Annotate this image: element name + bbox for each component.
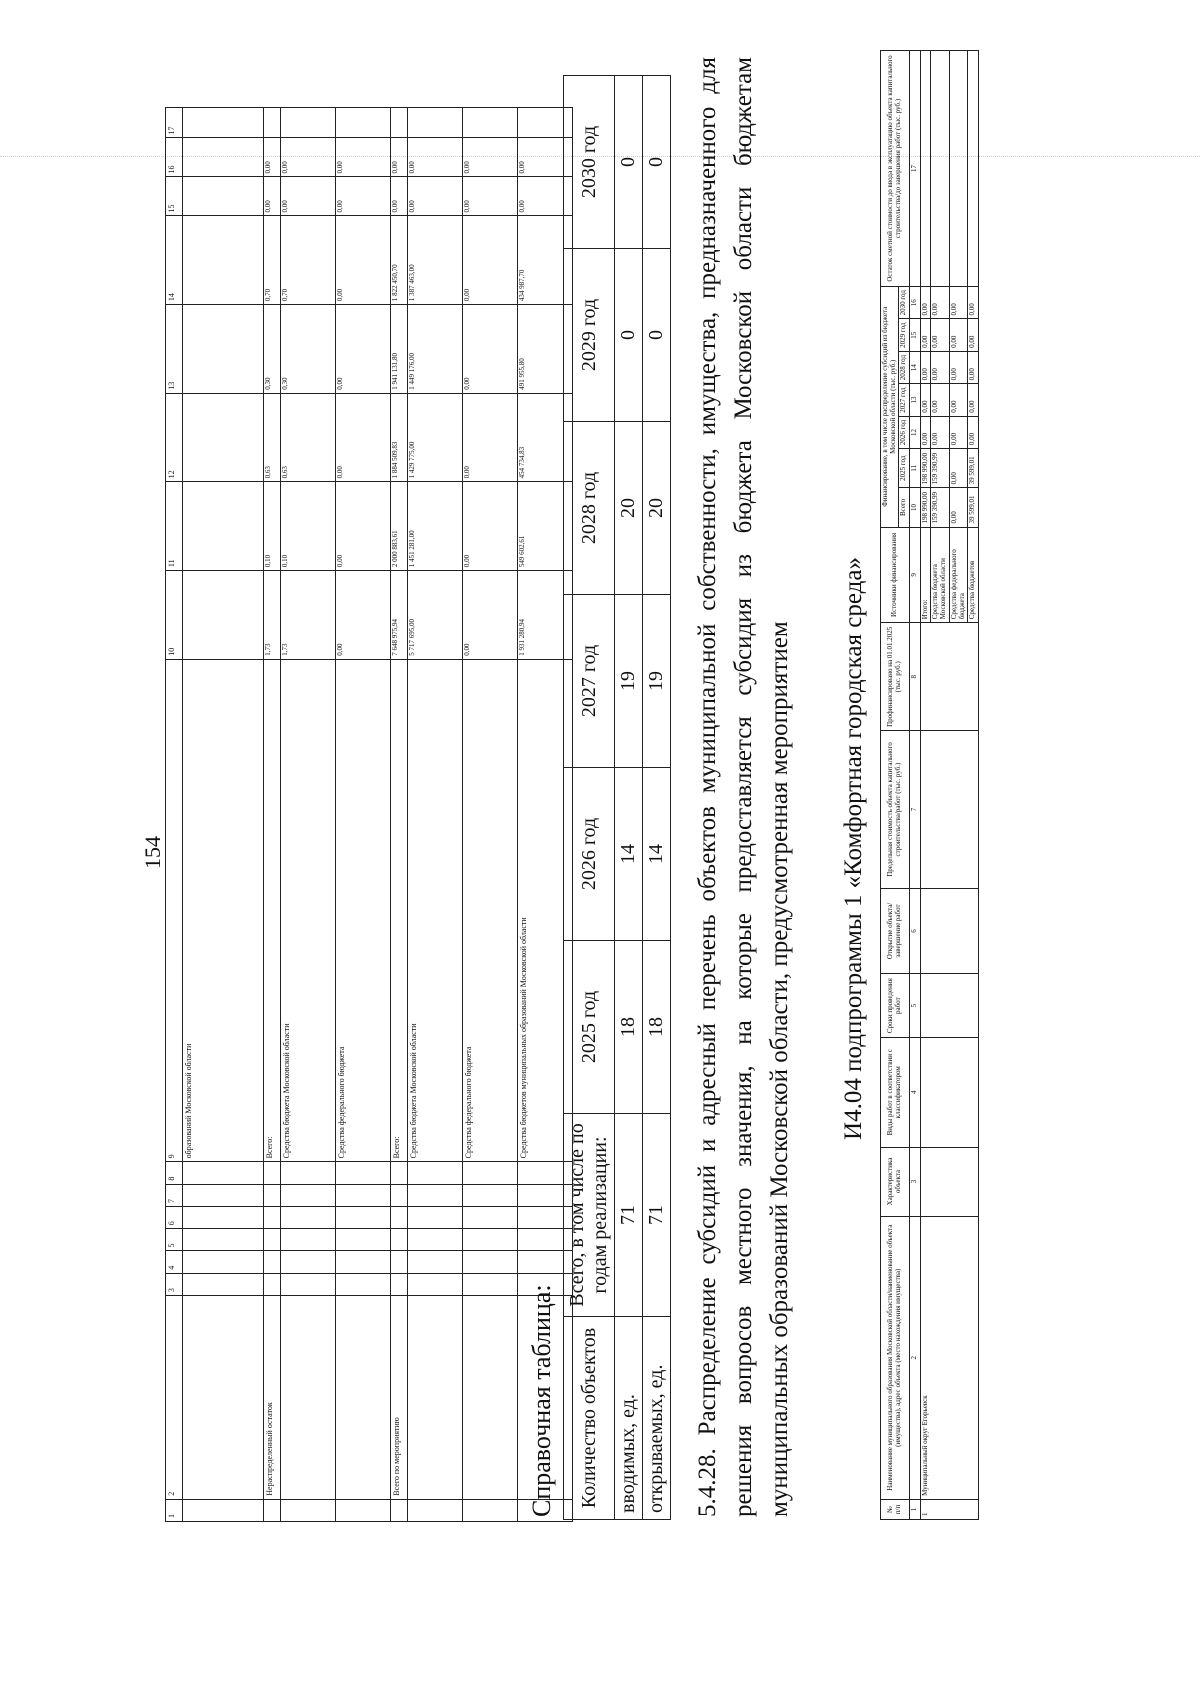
empty-cell <box>183 1273 264 1295</box>
column-number: 6 <box>910 888 921 974</box>
value-cell: 0,00 <box>968 416 979 448</box>
value-cell: 39 599,01 <box>968 449 979 488</box>
remainder-cell <box>968 51 979 287</box>
value-cell: 0,00 <box>336 177 391 216</box>
funding-source-cell: Средства федерального бюджета <box>336 659 391 1162</box>
year-header-cell: 2028 год <box>899 351 910 383</box>
empty-cell <box>336 1184 391 1206</box>
column-number: 15 <box>166 177 183 216</box>
value-cell: 0,00 <box>264 138 281 177</box>
value-cell: 0,00 <box>336 571 391 660</box>
year-header-cell: 2025 год <box>899 449 910 488</box>
empty-cell <box>463 1273 518 1295</box>
value-cell: 0,00 <box>931 384 949 416</box>
empty-cell <box>408 1206 463 1228</box>
year-header-cell: Всего <box>899 488 910 527</box>
value-cell: 1,73 <box>264 571 281 660</box>
empty-cell <box>920 1038 978 1148</box>
empty-cell <box>264 1206 281 1228</box>
value-cell: 0,00 <box>336 216 391 305</box>
reference-value: 14 <box>615 768 643 941</box>
empty-cell <box>281 1251 336 1273</box>
value-cell: 159 390,99 <box>931 488 949 527</box>
column-number: 15 <box>910 319 921 351</box>
empty-header-cell: Источники финансирования <box>881 527 910 623</box>
column-number: 3 <box>910 1147 921 1216</box>
remainder-cell <box>920 51 931 287</box>
value-cell: 1,73 <box>281 571 336 660</box>
reference-header-cell: 2026 год <box>564 768 615 941</box>
column-number: 6 <box>166 1206 183 1228</box>
empty-header-cell: Сроки проведения работ <box>881 974 910 1038</box>
value-cell: 0,00 <box>264 177 281 216</box>
value-cell: 1 449 176,00 <box>408 305 463 394</box>
remainder-cell <box>391 108 408 139</box>
value-cell: 0,00 <box>463 305 518 394</box>
reference-value: 0 <box>643 249 671 422</box>
column-number: 2 <box>910 1216 921 1499</box>
empty-header-cell: Виды работ в соответствии с классификатором <box>881 1038 910 1148</box>
empty-cell <box>183 1229 264 1251</box>
value-cell: 1 429 775,00 <box>408 393 463 482</box>
value-cell: 491 955,80 <box>518 305 573 394</box>
value-cell: 1 387 463,00 <box>408 216 463 305</box>
empty-cell <box>920 731 978 888</box>
empty-cell <box>336 1162 391 1184</box>
table-row <box>463 108 518 1522</box>
column-number: 14 <box>910 351 921 383</box>
remainder-cell <box>949 51 967 287</box>
funding-source-cell: образований Московской области <box>183 659 264 1162</box>
value-cell: 0,00 <box>281 177 336 216</box>
value-cell: 5 717 695,00 <box>408 571 463 660</box>
funding-source-cell: Всего: <box>264 659 281 1162</box>
remainder-cell <box>463 108 518 139</box>
value-cell: 0,00 <box>463 216 518 305</box>
reference-value: 20 <box>615 422 643 595</box>
column-number: 16 <box>166 138 183 177</box>
column-number: 4 <box>910 1038 921 1148</box>
empty-cell <box>281 1273 336 1295</box>
empty-cell <box>183 1184 264 1206</box>
empty-header-cell: Открытие объекта/ завершение работ <box>881 888 910 974</box>
empty-cell <box>408 1273 463 1295</box>
column-number: 5 <box>910 974 921 1038</box>
remainder-cell <box>281 108 336 139</box>
value-cell: 0,00 <box>920 351 931 383</box>
column-number: 3 <box>166 1273 183 1295</box>
funding-source-cell: Всего: <box>391 659 408 1162</box>
empty-header-cell: Характеристика объекта <box>881 1147 910 1216</box>
row-label-cell: Всего по мероприятию <box>391 1296 408 1500</box>
value-cell: 1 451 281,00 <box>408 482 463 571</box>
value-cell: 0,00 <box>949 449 967 488</box>
row-number-cell <box>264 1499 281 1521</box>
value-cell: 0,00 <box>518 138 573 177</box>
reference-header-cell: 2027 год <box>564 595 615 768</box>
value-cell: 0,00 <box>463 138 518 177</box>
column-number: 2 <box>166 1296 183 1500</box>
value-cell: 0,00 <box>281 138 336 177</box>
group-header-row <box>881 51 899 1520</box>
empty-header-cell: Предельная стоимость объекта капитального строительства/работ (тыс. руб.) <box>881 731 910 888</box>
value-cell: 549 602,61 <box>518 482 573 571</box>
value-cell: 0,00 <box>949 416 967 448</box>
row-number-cell <box>336 1499 391 1521</box>
page-number: 154 <box>140 836 165 869</box>
row-label-cell <box>281 1296 336 1500</box>
remainder-cell <box>336 108 391 139</box>
reference-value: 71 <box>643 1114 671 1317</box>
remainder-cell <box>408 108 463 139</box>
value-cell: 0,00 <box>920 416 931 448</box>
empty-cell <box>408 1184 463 1206</box>
value-cell: 1 822 450,70 <box>391 216 408 305</box>
value-cell: 0,63 <box>281 393 336 482</box>
table-row <box>183 108 264 1522</box>
year-header-cell: 2029 год <box>899 319 910 351</box>
column-number: 5 <box>166 1229 183 1251</box>
empty-cell <box>463 1184 518 1206</box>
reference-value: 18 <box>643 941 671 1114</box>
row-label-cell <box>336 1296 391 1500</box>
value-cell: 0,00 <box>408 138 463 177</box>
value-cell <box>183 177 264 216</box>
reference-value: 0 <box>615 76 643 249</box>
value-cell: 0,00 <box>949 488 967 527</box>
column-number: 4 <box>166 1251 183 1273</box>
value-cell: 198 990,00 <box>920 488 931 527</box>
remainder-cell <box>931 51 949 287</box>
empty-cell <box>391 1251 408 1273</box>
section-heading-paragraph: 5.4.28. Распределение субсидий и адресный перечень объектов муниципальной собственности, имущества, предназначенного для решения вопросов местного значения, на которые предоставляется субсидия из бюджета Московской области бюджетам муниципальных образований Московской области, предусмотренная мероприятием <box>694 57 793 1517</box>
row-label-cell <box>408 1296 463 1500</box>
funding-source-cell: Средства бюджетов <box>968 527 979 623</box>
empty-cell <box>463 1162 518 1184</box>
value-cell: 1 941 131,80 <box>391 305 408 394</box>
reference-table-caption: Справочная таблица: <box>527 1284 556 1517</box>
year-header-cell: 2027 год <box>899 384 910 416</box>
value-cell: 0,00 <box>968 287 979 319</box>
funding-source-cell: Средства федерального бюджета <box>463 659 518 1162</box>
financing-group-header: Финансирование, в том числе распределение субсидий из бюджета Московской области (тыс. руб.) <box>881 287 899 528</box>
column-number: 11 <box>166 482 183 571</box>
table-row <box>281 108 336 1522</box>
empty-cell <box>463 1206 518 1228</box>
year-header-cell: 2030 год <box>899 287 910 319</box>
value-cell: 198 990,00 <box>920 449 931 488</box>
row-number-cell <box>281 1499 336 1521</box>
value-cell: 0,00 <box>968 384 979 416</box>
value-cell: 0,00 <box>391 177 408 216</box>
empty-cell <box>183 1162 264 1184</box>
value-cell <box>183 571 264 660</box>
column-number: 13 <box>166 305 183 394</box>
remainder-header-cell: Остаток сметной стоимости до ввода в эксплуатацию объекта капитального строительства/до завершения работ (тыс. руб.) <box>881 51 910 287</box>
table-row <box>391 108 408 1522</box>
value-cell: 0,00 <box>336 305 391 394</box>
year-header-cell: 2026 год <box>899 416 910 448</box>
value-cell: 0,00 <box>463 177 518 216</box>
empty-cell <box>281 1184 336 1206</box>
empty-cell <box>264 1184 281 1206</box>
value-cell: 0,30 <box>281 305 336 394</box>
column-number-row <box>910 51 921 1520</box>
table-row <box>408 108 463 1522</box>
table-row <box>336 108 391 1522</box>
table-row <box>920 51 931 1520</box>
empty-cell <box>264 1273 281 1295</box>
municipality-cell: Муниципальный округ Егорьевск <box>920 1216 978 1499</box>
bottom-object-table <box>880 50 979 1520</box>
row-number-cell: 1 <box>920 1499 978 1519</box>
empty-cell <box>264 1162 281 1184</box>
value-cell: 0,00 <box>463 571 518 660</box>
empty-cell <box>408 1251 463 1273</box>
empty-cell <box>264 1251 281 1273</box>
reference-row <box>615 76 643 1520</box>
empty-cell <box>391 1184 408 1206</box>
empty-cell <box>391 1273 408 1295</box>
reference-value: 14 <box>643 768 671 941</box>
column-number: 16 <box>910 287 921 319</box>
empty-cell <box>391 1162 408 1184</box>
value-cell <box>183 482 264 571</box>
reference-value: 18 <box>615 941 643 1114</box>
column-number: 10 <box>910 488 921 527</box>
column-number: 13 <box>910 384 921 416</box>
section-subtitle: И4.04 подпрограммы 1 «Комфортная городская среда» <box>840 557 867 1140</box>
value-cell <box>183 393 264 482</box>
row-number-cell <box>391 1499 408 1521</box>
row-label-cell: Нераспределенный остаток <box>264 1296 281 1500</box>
reference-header-cell: 2030 год <box>564 76 615 249</box>
empty-cell <box>408 1229 463 1251</box>
value-cell: 0,00 <box>920 384 931 416</box>
empty-cell <box>920 974 978 1038</box>
empty-cell <box>281 1229 336 1251</box>
reference-value: 19 <box>643 595 671 768</box>
value-cell <box>183 305 264 394</box>
empty-cell <box>336 1273 391 1295</box>
empty-cell <box>463 1251 518 1273</box>
value-cell: 0,10 <box>264 482 281 571</box>
value-cell: 0,00 <box>931 416 949 448</box>
value-cell: 0,00 <box>931 351 949 383</box>
column-number: 8 <box>910 623 921 731</box>
empty-cell <box>281 1162 336 1184</box>
column-number: 1 <box>910 1499 921 1519</box>
empty-cell <box>336 1229 391 1251</box>
empty-cell <box>920 623 978 731</box>
remainder-cell <box>264 108 281 139</box>
value-cell: 0,30 <box>264 305 281 394</box>
column-number: 8 <box>166 1162 183 1184</box>
row-label-cell <box>183 1296 264 1500</box>
column-number-row <box>166 108 183 1522</box>
value-cell: 7 648 975,94 <box>391 571 408 660</box>
value-cell: 0,00 <box>949 319 967 351</box>
value-cell: 454 734,83 <box>518 393 573 482</box>
value-cell: 0,00 <box>463 393 518 482</box>
value-cell: 0,00 <box>968 319 979 351</box>
funding-source-cell: Средства бюджетов муниципальных образований Московской области <box>518 659 573 1162</box>
value-cell: 0,70 <box>281 216 336 305</box>
value-cell: 0,10 <box>281 482 336 571</box>
reference-value: 19 <box>615 595 643 768</box>
reference-value: 20 <box>643 422 671 595</box>
top-finance-table <box>165 107 573 1522</box>
value-cell: 0,00 <box>408 177 463 216</box>
empty-cell <box>183 1251 264 1273</box>
value-cell: 0,00 <box>391 138 408 177</box>
empty-cell <box>281 1206 336 1228</box>
reference-value: 0 <box>643 76 671 249</box>
reference-header-cell: Количество объектов <box>564 1317 615 1520</box>
column-number: 9 <box>166 659 183 1162</box>
funding-source-cell: Средства бюджета Московской области <box>931 527 949 623</box>
column-number: 12 <box>910 416 921 448</box>
empty-cell <box>391 1229 408 1251</box>
remainder-cell <box>183 108 264 139</box>
empty-header-cell: Наименование муниципального образования Московской области/наименование объекта (имущества), адрес объекта (место нахождения имущества) <box>881 1216 910 1499</box>
empty-cell <box>408 1162 463 1184</box>
empty-cell <box>336 1206 391 1228</box>
row-label-cell <box>463 1296 518 1500</box>
value-cell: 0,63 <box>264 393 281 482</box>
row-number-cell <box>463 1499 518 1521</box>
value-cell: 0,00 <box>931 287 949 319</box>
value-cell: 0,00 <box>949 287 967 319</box>
value-cell: 0,00 <box>949 351 967 383</box>
value-cell: 2 000 883,61 <box>391 482 408 571</box>
table-row <box>264 108 281 1522</box>
value-cell: 0,70 <box>264 216 281 305</box>
value-cell: 39 599,01 <box>968 488 979 527</box>
reference-value: 71 <box>615 1114 643 1317</box>
empty-cell <box>463 1229 518 1251</box>
value-cell: 0,00 <box>336 138 391 177</box>
column-number: 17 <box>166 108 183 139</box>
empty-header-cell: Профинансировано на 01.01.2025 (тыс. руб.) <box>881 623 910 731</box>
column-number: 10 <box>166 571 183 660</box>
empty-cell <box>391 1206 408 1228</box>
funding-source-cell: Средства федерального бюджета <box>949 527 967 623</box>
row-number-cell <box>408 1499 463 1521</box>
value-cell: 0,00 <box>920 287 931 319</box>
reference-value: 0 <box>615 249 643 422</box>
value-cell: 0,00 <box>949 384 967 416</box>
column-number: 7 <box>910 731 921 888</box>
reference-header-cell: Всего, в том числе по годам реализации: <box>564 1114 615 1317</box>
value-cell: 1 884 509,83 <box>391 393 408 482</box>
reference-header-cell: 2028 год <box>564 422 615 595</box>
value-cell: 0,00 <box>463 482 518 571</box>
empty-cell <box>264 1229 281 1251</box>
value-cell: 0,00 <box>336 482 391 571</box>
column-number: 12 <box>166 393 183 482</box>
value-cell: 1 931 280,94 <box>518 571 573 660</box>
value-cell: 0,00 <box>920 319 931 351</box>
reference-row-label: вводимых, ед. <box>615 1317 643 1520</box>
funding-source-cell: Средства бюджета Московской области <box>408 659 463 1162</box>
column-number: 14 <box>166 216 183 305</box>
reference-header-cell: 2025 год <box>564 941 615 1114</box>
funding-source-cell: Средства бюджета Московской области <box>281 659 336 1162</box>
reference-row <box>643 76 671 1520</box>
column-number: 17 <box>910 51 921 287</box>
value-cell: 0,00 <box>336 393 391 482</box>
reference-table <box>563 75 671 1520</box>
value-cell <box>183 138 264 177</box>
value-cell: 0,00 <box>968 351 979 383</box>
column-number: 11 <box>910 449 921 488</box>
empty-cell <box>336 1251 391 1273</box>
value-cell <box>183 216 264 305</box>
value-cell: 159 390,99 <box>931 449 949 488</box>
reference-row-label: открываемых, ед. <box>643 1317 671 1520</box>
column-number: 9 <box>910 527 921 623</box>
reference-header-row <box>564 76 615 1520</box>
value-cell: 434 987,70 <box>518 216 573 305</box>
empty-cell <box>183 1206 264 1228</box>
reference-header-cell: 2029 год <box>564 249 615 422</box>
column-number: 1 <box>166 1499 183 1521</box>
row-number-cell <box>183 1499 264 1521</box>
empty-cell <box>920 1147 978 1216</box>
empty-header-cell: № п/п <box>881 1499 910 1519</box>
value-cell: 0,00 <box>518 177 573 216</box>
empty-cell <box>920 888 978 974</box>
funding-source-cell: Итого: <box>920 527 931 623</box>
value-cell: 0,00 <box>931 319 949 351</box>
column-number: 7 <box>166 1184 183 1206</box>
